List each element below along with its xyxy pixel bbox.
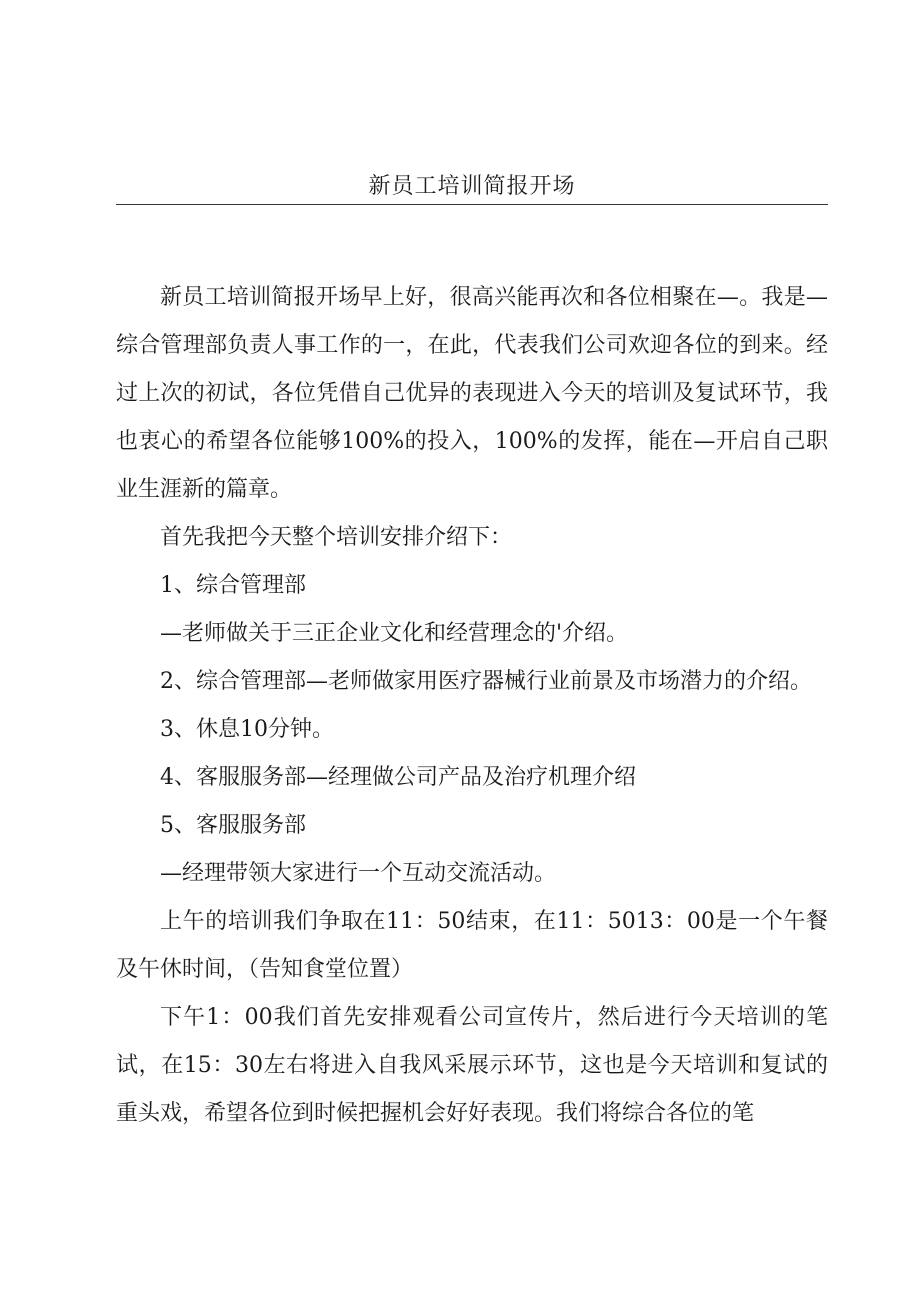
paragraph-afternoon: 下午1：00我们首先安排观看公司宣传片，然后进行今天培训的笔试，在15：30左右将进入自我风采展示环节，这也是今天培训和复试的重头戏，希望各位到时候把握机会好好表现。我们将综合各位的笔 <box>116 1005 828 1126</box>
schedule-item-5: 5、客服服务部 <box>160 813 306 838</box>
document-body <box>116 274 828 1138</box>
schedule-item-2: 2、综合管理部—老师做家用医疗器械行业前景及市场潜力的介绍。 <box>160 669 812 694</box>
schedule-item-4: 4、客服服务部—经理做公司产品及治疗机理介绍 <box>160 765 636 790</box>
schedule-item-5-detail: —经理带领大家进行一个互动交流活动。 <box>160 861 557 886</box>
title-underline <box>116 204 828 205</box>
document-title: 新员工培训简报开场 <box>368 174 576 199</box>
paragraph-welcome: 新员工培训简报开场早上好，很高兴能再次和各位相聚在—。我是—综合管理部负责人事工作的一，在此，代表我们公司欢迎各位的到来。经过上次的初试，各位凭借自己优异的表现进入今天的培训及复试环节，我也衷心的希望各位能够100%的投入，100%的发挥，能在—开启自己职业生涯新的篇章。 <box>116 285 828 502</box>
paragraph-schedule-intro: 首先我把今天整个培训安排介绍下： <box>160 525 513 550</box>
paragraph-morning: 上午的培训我们争取在11：50结束，在11：5013：00是一个午餐及午休时间，（告知食堂位置） <box>116 909 828 982</box>
schedule-item-1-detail: —老师做关于三正企业文化和经营理念的'介绍。 <box>160 621 629 646</box>
schedule-item-1: 1、综合管理部 <box>160 573 306 598</box>
schedule-item-3: 3、休息10分钟。 <box>160 717 334 742</box>
